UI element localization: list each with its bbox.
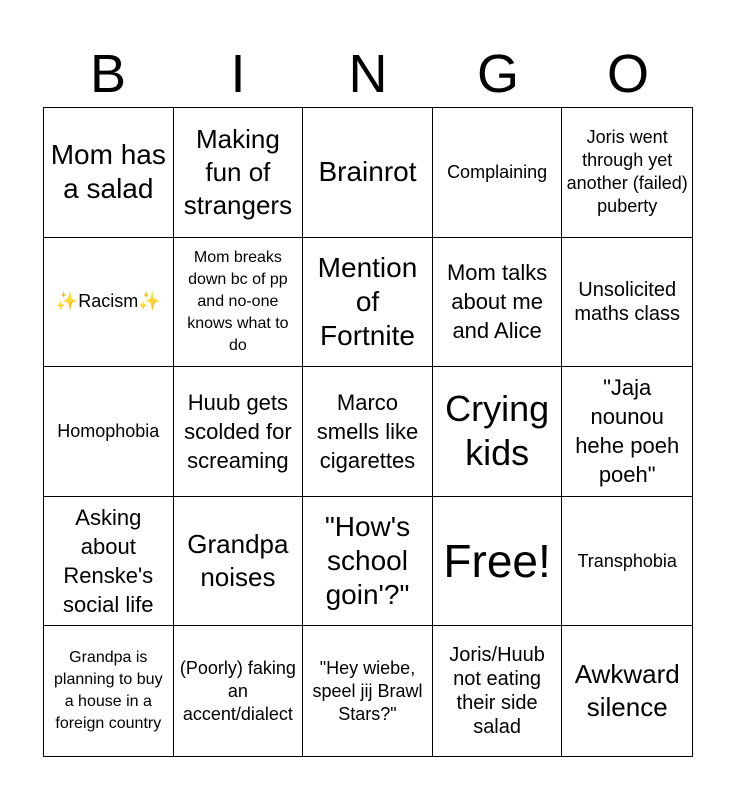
bingo-cell[interactable] [174,367,304,497]
cell-text: Mom has a salad [50,139,166,205]
bingo-cell[interactable] [433,367,563,497]
cell-text: "Hey wiebe, speel jij Brawl Stars?" [312,657,423,724]
bingo-cell[interactable] [433,626,563,756]
cell-text: Complaining [447,161,548,182]
cell-text: (Poorly) faking an accent/dialect [179,657,296,724]
bingo-cell[interactable] [433,108,563,238]
cell-text: ✨Racism✨ [55,291,161,312]
title-letter-b: B [89,44,127,104]
cell-text: Brainrot [318,156,417,188]
free-space-cell[interactable] [433,497,563,627]
bingo-cell[interactable] [174,497,304,627]
cell-text: Asking about Renske's social life [63,505,154,618]
cell-text: Huub gets scolded for screaming [184,389,292,473]
free-space-text: Free! [443,535,551,588]
title-letter-n: N [348,44,388,104]
title-letter-i: I [230,44,246,104]
bingo-cell[interactable] [174,238,304,368]
title-letter-g: G [476,44,519,104]
cell-text: Crying kids [445,388,550,474]
cell-text: Unsolicited maths class [574,278,680,325]
cell-text: Grandpa noises [187,529,289,593]
title-letter-o: O [606,44,649,104]
cell-text: "How's school goin'?" [324,511,411,611]
cell-text: Joris went through yet another (failed) puberty [566,127,688,217]
bingo-cell[interactable] [562,497,692,627]
bingo-cell[interactable] [562,367,692,497]
bingo-cell[interactable] [44,497,174,627]
bingo-cell[interactable] [174,626,304,756]
cell-text: Making fun of strangers [183,123,293,220]
cell-text: Grandpa is planning to buy a house in a foreign country [54,649,163,733]
bingo-cell[interactable] [562,108,692,238]
bingo-cell[interactable] [562,626,692,756]
bingo-cell[interactable] [303,238,433,368]
bingo-cell[interactable] [303,367,433,497]
cell-text: "Jaja nounou hehe poeh poeh" [575,375,680,488]
cell-text: Transphobia [577,550,677,571]
bingo-cell[interactable] [303,108,433,238]
cell-text: Mom breaks down bc of pp and no-one knows what to do [187,248,289,354]
bingo-cell[interactable] [44,626,174,756]
bingo-cell[interactable] [44,238,174,368]
bingo-cell[interactable] [303,626,433,756]
bingo-board [43,107,693,757]
cell-text: Marco smells like cigarettes [316,389,419,473]
cell-text: Joris/Huub not eating their side salad [449,644,545,739]
bingo-cell[interactable] [44,367,174,497]
bingo-cell[interactable] [433,238,563,368]
bingo-cell[interactable] [562,238,692,368]
bingo-title [43,40,693,108]
bingo-cell[interactable] [44,108,174,238]
cell-text: Awkward silence [574,659,680,723]
cell-text: Mention of Fortnite [317,251,418,351]
cell-text: Mom talks about me and Alice [446,260,548,344]
bingo-cell[interactable] [174,108,304,238]
cell-text: Homophobia [57,420,160,441]
bingo-cell[interactable] [303,497,433,627]
